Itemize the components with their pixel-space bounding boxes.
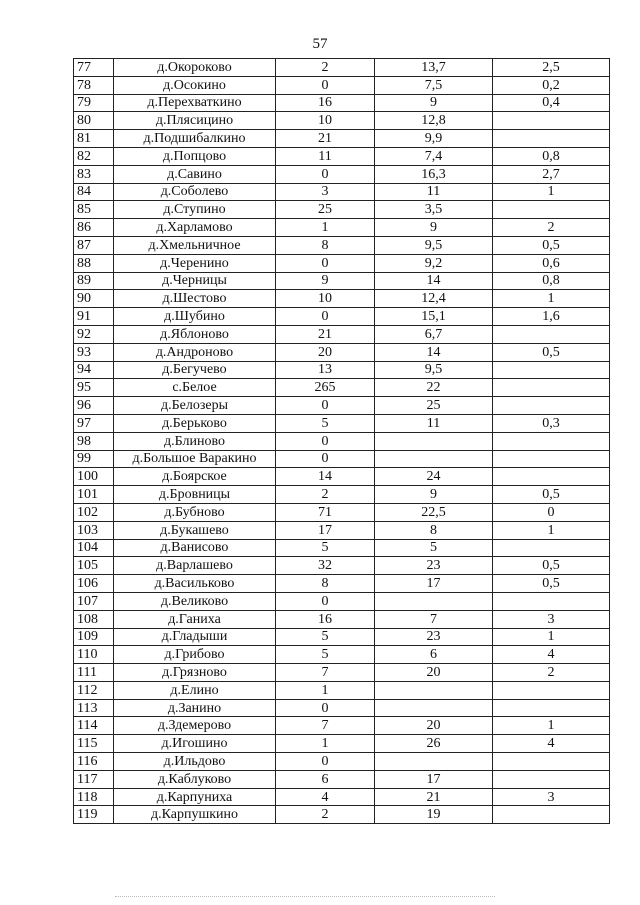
value-c-cell: 1 [493,521,610,539]
value-c-cell: 0,5 [493,343,610,361]
settlement-name-cell: д.Бегучево [114,361,276,379]
value-b-cell: 20 [375,664,493,682]
value-c-cell: 3 [493,610,610,628]
settlement-name-cell: д.Грибово [114,646,276,664]
value-c-cell [493,361,610,379]
row-number-cell: 87 [74,236,114,254]
settlement-name-cell: д.Яблоново [114,325,276,343]
table-row [74,272,610,290]
settlement-name-cell: д.Великово [114,592,276,610]
table-row [74,717,610,735]
value-c-cell: 0,5 [493,575,610,593]
value-a-cell: 2 [276,806,375,824]
table-row [74,432,610,450]
value-b-cell: 17 [375,575,493,593]
value-b-cell: 6 [375,646,493,664]
value-b-cell: 14 [375,343,493,361]
row-number-cell: 109 [74,628,114,646]
row-number-cell: 104 [74,539,114,557]
row-number-cell: 79 [74,94,114,112]
value-c-cell: 1 [493,628,610,646]
row-number-cell: 86 [74,219,114,237]
row-number-cell: 84 [74,183,114,201]
value-a-cell: 0 [276,592,375,610]
settlement-name-cell: д.Игошино [114,735,276,753]
value-c-cell [493,468,610,486]
value-c-cell [493,539,610,557]
value-c-cell [493,201,610,219]
value-c-cell: 0,8 [493,147,610,165]
value-c-cell: 0,5 [493,557,610,575]
table-row [74,575,610,593]
settlement-name-cell: д.Елино [114,681,276,699]
page-number: 57 [312,36,328,52]
value-b-cell: 12,8 [375,112,493,130]
value-a-cell: 0 [276,165,375,183]
value-a-cell: 0 [276,450,375,468]
row-number-cell: 115 [74,735,114,753]
settlement-name-cell: д.Карпуниха [114,788,276,806]
value-a-cell: 5 [276,414,375,432]
value-a-cell: 0 [276,753,375,771]
value-b-cell [375,432,493,450]
table-row [74,557,610,575]
settlement-name-cell: с.Белое [114,379,276,397]
value-c-cell: 1 [493,183,610,201]
row-number-cell: 112 [74,681,114,699]
value-a-cell: 6 [276,770,375,788]
value-b-cell: 9,9 [375,130,493,148]
value-a-cell: 16 [276,610,375,628]
value-b-cell: 9,2 [375,254,493,272]
settlement-name-cell: д.Грязново [114,664,276,682]
value-a-cell: 0 [276,254,375,272]
row-number-cell: 83 [74,165,114,183]
settlement-name-cell: д.Берьково [114,414,276,432]
settlement-name-cell: д.Окороково [114,59,276,77]
row-number-cell: 80 [74,112,114,130]
row-number-cell: 98 [74,432,114,450]
value-c-cell: 2 [493,664,610,682]
value-a-cell: 10 [276,112,375,130]
value-c-cell: 4 [493,735,610,753]
value-c-cell: 0,5 [493,236,610,254]
value-c-cell [493,397,610,415]
value-c-cell [493,681,610,699]
table-row [74,468,610,486]
row-number-cell: 101 [74,486,114,504]
value-c-cell: 0,2 [493,76,610,94]
value-b-cell: 17 [375,770,493,788]
value-b-cell: 15,1 [375,308,493,326]
table-row [74,628,610,646]
row-number-cell: 118 [74,788,114,806]
row-number-cell: 117 [74,770,114,788]
value-a-cell: 14 [276,468,375,486]
settlement-name-cell: д.Большое Варакино [114,450,276,468]
value-c-cell: 0,8 [493,272,610,290]
value-a-cell: 2 [276,486,375,504]
table-row [74,379,610,397]
value-c-cell [493,450,610,468]
value-a-cell: 11 [276,147,375,165]
row-number-cell: 100 [74,468,114,486]
row-number-cell: 110 [74,646,114,664]
value-c-cell [493,432,610,450]
settlement-name-cell: д.Гладыши [114,628,276,646]
settlement-name-cell: д.Ступино [114,201,276,219]
settlement-name-cell: д.Ганиха [114,610,276,628]
row-number-cell: 95 [74,379,114,397]
value-a-cell: 0 [276,699,375,717]
table-row [74,788,610,806]
value-b-cell: 24 [375,468,493,486]
value-b-cell: 23 [375,628,493,646]
value-b-cell: 25 [375,397,493,415]
table-row [74,735,610,753]
settlement-name-cell: д.Соболево [114,183,276,201]
row-number-cell: 77 [74,59,114,77]
value-a-cell: 8 [276,575,375,593]
value-a-cell: 21 [276,325,375,343]
value-a-cell: 7 [276,664,375,682]
row-number-cell: 111 [74,664,114,682]
row-number-cell: 119 [74,806,114,824]
value-a-cell: 0 [276,76,375,94]
settlement-name-cell: д.Осокино [114,76,276,94]
value-b-cell: 21 [375,788,493,806]
table-row [74,112,610,130]
settlement-name-cell: д.Перехваткино [114,94,276,112]
row-number-cell: 85 [74,201,114,219]
table-row [74,290,610,308]
value-b-cell: 11 [375,414,493,432]
table-row [74,147,610,165]
value-a-cell: 5 [276,628,375,646]
value-a-cell: 2 [276,59,375,77]
value-b-cell [375,753,493,771]
table-body [74,59,610,824]
settlement-name-cell: д.Шестово [114,290,276,308]
value-b-cell: 12,4 [375,290,493,308]
value-c-cell: 2 [493,219,610,237]
table-row [74,610,610,628]
table-row [74,539,610,557]
row-number-cell: 81 [74,130,114,148]
table-row [74,219,610,237]
value-a-cell: 7 [276,717,375,735]
settlement-name-cell: д.Хмельничное [114,236,276,254]
value-c-cell [493,112,610,130]
row-number-cell: 97 [74,414,114,432]
value-b-cell: 13,7 [375,59,493,77]
table-row [74,521,610,539]
value-a-cell: 32 [276,557,375,575]
value-c-cell [493,753,610,771]
value-c-cell [493,592,610,610]
value-b-cell [375,592,493,610]
table-row [74,503,610,521]
row-number-cell: 113 [74,699,114,717]
settlement-name-cell: д.Плясицино [114,112,276,130]
row-number-cell: 78 [74,76,114,94]
value-b-cell: 6,7 [375,325,493,343]
settlement-name-cell: д.Черницы [114,272,276,290]
value-a-cell: 0 [276,432,375,450]
value-b-cell: 11 [375,183,493,201]
table-row [74,308,610,326]
value-c-cell: 1,6 [493,308,610,326]
table-row [74,592,610,610]
settlement-name-cell: д.Занино [114,699,276,717]
value-b-cell: 7,5 [375,76,493,94]
table-row [74,254,610,272]
value-a-cell: 8 [276,236,375,254]
settlement-name-cell: д.Букашево [114,521,276,539]
settlement-name-cell: д.Карпушкино [114,806,276,824]
value-b-cell: 9 [375,94,493,112]
value-c-cell: 1 [493,290,610,308]
table-row [74,753,610,771]
row-number-cell: 105 [74,557,114,575]
settlement-name-cell: д.Боярское [114,468,276,486]
settlement-name-cell: д.Попцово [114,147,276,165]
row-number-cell: 91 [74,308,114,326]
settlement-name-cell: д.Ванисово [114,539,276,557]
table-row [74,201,610,219]
value-b-cell [375,450,493,468]
row-number-cell: 116 [74,753,114,771]
table-row [74,361,610,379]
table-row [74,236,610,254]
value-a-cell: 5 [276,539,375,557]
table-row [74,325,610,343]
settlement-name-cell: д.Андроново [114,343,276,361]
value-a-cell: 71 [276,503,375,521]
row-number-cell: 106 [74,575,114,593]
value-b-cell: 7,4 [375,147,493,165]
value-b-cell: 3,5 [375,201,493,219]
row-number-cell: 88 [74,254,114,272]
value-b-cell: 20 [375,717,493,735]
value-a-cell: 10 [276,290,375,308]
value-c-cell: 0,3 [493,414,610,432]
row-number-cell: 114 [74,717,114,735]
value-c-cell: 0,6 [493,254,610,272]
value-c-cell: 2,5 [493,59,610,77]
value-a-cell: 9 [276,272,375,290]
value-a-cell: 25 [276,201,375,219]
value-c-cell: 0,4 [493,94,610,112]
value-a-cell: 265 [276,379,375,397]
value-a-cell: 1 [276,681,375,699]
value-b-cell: 8 [375,521,493,539]
value-b-cell: 9 [375,219,493,237]
value-a-cell: 16 [276,94,375,112]
row-number-cell: 108 [74,610,114,628]
value-c-cell [493,130,610,148]
value-a-cell: 13 [276,361,375,379]
row-number-cell: 93 [74,343,114,361]
settlements-table [73,58,610,824]
value-c-cell: 0 [493,503,610,521]
value-a-cell: 4 [276,788,375,806]
table-row [74,486,610,504]
value-b-cell: 22,5 [375,503,493,521]
table-row [74,699,610,717]
row-number-cell: 99 [74,450,114,468]
settlement-name-cell: д.Васильково [114,575,276,593]
settlement-name-cell: д.Варлашево [114,557,276,575]
settlement-name-cell: д.Бровницы [114,486,276,504]
value-b-cell: 22 [375,379,493,397]
row-number-cell: 94 [74,361,114,379]
value-b-cell [375,699,493,717]
value-b-cell: 19 [375,806,493,824]
settlement-name-cell: д.Харламово [114,219,276,237]
value-c-cell [493,325,610,343]
value-b-cell: 7 [375,610,493,628]
value-b-cell: 26 [375,735,493,753]
value-b-cell: 9,5 [375,236,493,254]
value-a-cell: 20 [276,343,375,361]
table-row [74,450,610,468]
settlement-name-cell: д.Здемерово [114,717,276,735]
value-a-cell: 21 [276,130,375,148]
settlement-name-cell: д.Шубино [114,308,276,326]
value-b-cell: 14 [375,272,493,290]
row-number-cell: 90 [74,290,114,308]
value-a-cell: 1 [276,219,375,237]
value-c-cell: 1 [493,717,610,735]
settlement-name-cell: д.Савино [114,165,276,183]
value-c-cell: 4 [493,646,610,664]
value-b-cell: 9 [375,486,493,504]
table-row [74,681,610,699]
settlement-name-cell: д.Каблуково [114,770,276,788]
scan-artifact-line [115,896,495,897]
row-number-cell: 107 [74,592,114,610]
value-c-cell: 3 [493,788,610,806]
settlement-name-cell: д.Черенино [114,254,276,272]
value-c-cell [493,699,610,717]
table-row [74,806,610,824]
value-b-cell: 5 [375,539,493,557]
value-c-cell: 2,7 [493,165,610,183]
value-c-cell [493,806,610,824]
value-c-cell [493,770,610,788]
row-number-cell: 96 [74,397,114,415]
row-number-cell: 89 [74,272,114,290]
value-a-cell: 0 [276,308,375,326]
table-row [74,165,610,183]
table-row [74,343,610,361]
value-c-cell [493,379,610,397]
row-number-cell: 102 [74,503,114,521]
value-c-cell: 0,5 [493,486,610,504]
value-a-cell: 17 [276,521,375,539]
table-row [74,94,610,112]
table-row [74,414,610,432]
table-row [74,76,610,94]
settlement-name-cell: д.Блиново [114,432,276,450]
settlement-name-cell: д.Белозеры [114,397,276,415]
table-row [74,183,610,201]
row-number-cell: 103 [74,521,114,539]
value-b-cell: 16,3 [375,165,493,183]
settlement-name-cell: д.Подшибалкино [114,130,276,148]
table-row [74,130,610,148]
table-row [74,397,610,415]
value-b-cell [375,681,493,699]
settlement-name-cell: д.Бубново [114,503,276,521]
row-number-cell: 92 [74,325,114,343]
value-a-cell: 0 [276,397,375,415]
table-row [74,59,610,77]
settlement-name-cell: д.Ильдово [114,753,276,771]
table-row [74,770,610,788]
table-row [74,664,610,682]
value-b-cell: 23 [375,557,493,575]
value-a-cell: 3 [276,183,375,201]
value-a-cell: 1 [276,735,375,753]
row-number-cell: 82 [74,147,114,165]
value-b-cell: 9,5 [375,361,493,379]
table-row [74,646,610,664]
value-a-cell: 5 [276,646,375,664]
